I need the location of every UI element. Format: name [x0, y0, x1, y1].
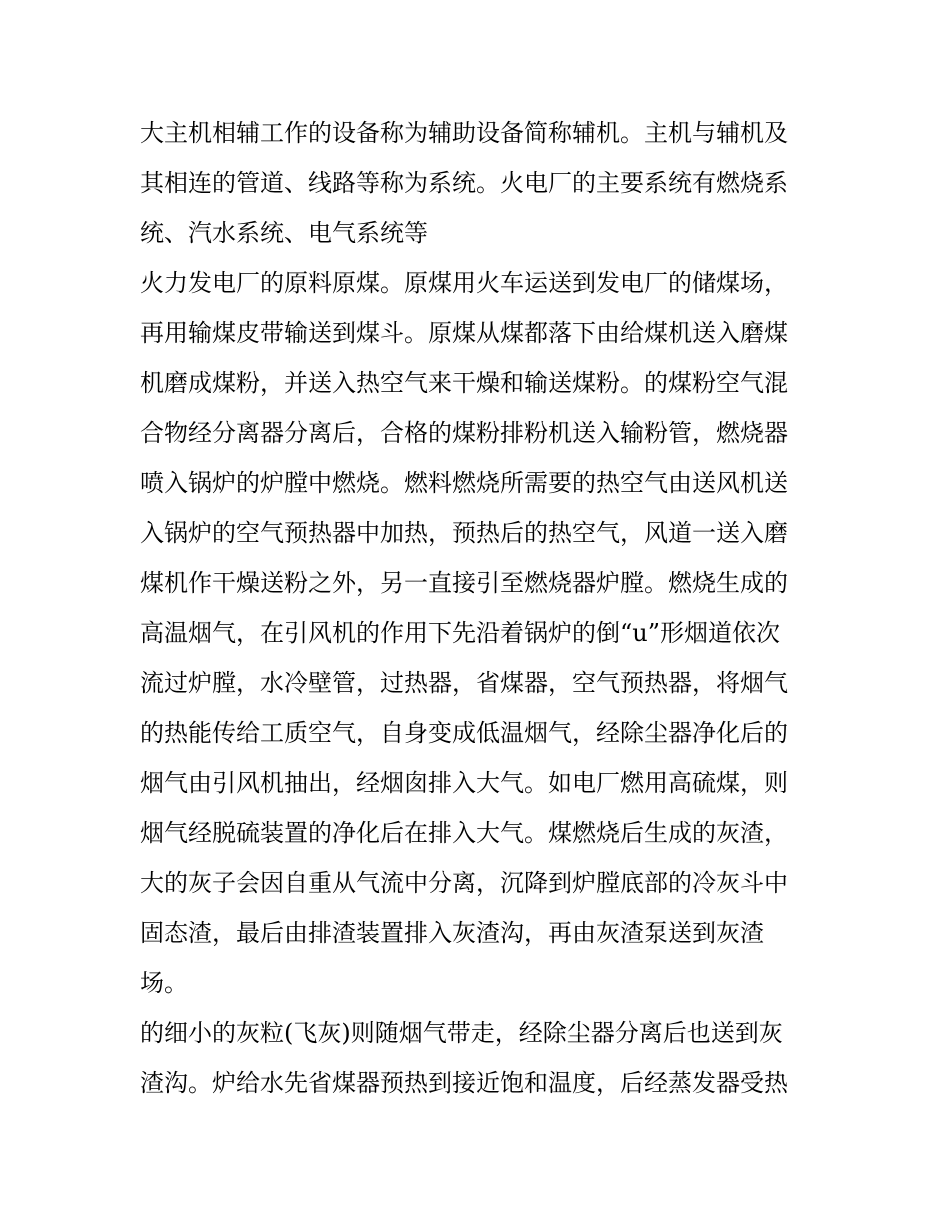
- text-line: 喷入锅炉的炉膛中燃烧。燃料燃烧所需要的热空气由送风机送: [140, 469, 788, 497]
- text-line: 的细小的灰粒(飞灰)则随烟气带走，经除尘器分离后也送到灰: [140, 1019, 783, 1047]
- text-line: 烟气由引风机抽出，经烟囱排入大气。如电厂燃用高硫煤，则: [140, 769, 788, 797]
- text-line: 流过炉膛，水冷壁管，过热器，省煤器，空气预热器，将烟气: [140, 669, 788, 697]
- text-line: 合物经分离器分离后，合格的煤粉排粉机送入输粉管，燃烧器: [140, 419, 788, 447]
- text-line: 再用输煤皮带输送到煤斗。原煤从煤都落下由给煤机送入磨煤: [140, 319, 788, 347]
- text-line: 煤机作干燥送粉之外，另一直接引至燃烧器炉膛。燃烧生成的: [140, 569, 788, 597]
- text-line: 渣沟。炉给水先省煤器预热到接近饱和温度，后经蒸发器受热: [140, 1069, 788, 1097]
- text-line: 烟气经脱硫装置的净化后在排入大气。煤燃烧后生成的灰渣，: [140, 819, 788, 847]
- text-line: 大主机相辅工作的设备称为辅助设备简称辅机。主机与辅机及: [140, 119, 788, 147]
- text-line: 其相连的管道、线路等称为系统。火电厂的主要系统有燃烧系: [140, 169, 788, 197]
- text-line: 场。: [140, 969, 188, 997]
- text-line: 高温烟气，在引风机的作用下先沿着锅炉的倒“u”形烟道依次: [140, 619, 780, 647]
- text-line: 统、汽水系统、电气系统等: [140, 219, 428, 247]
- text-line: 火力发电厂的原料原煤。原煤用火车运送到发电厂的储煤场，: [140, 269, 788, 297]
- text-line: 大的灰子会因自重从气流中分离，沉降到炉膛底部的冷灰斗中: [140, 869, 788, 897]
- body-text: [140, 108, 820, 1108]
- text-line: 入锅炉的空气预热器中加热，预热后的热空气，风道一送入磨: [140, 519, 788, 547]
- text-line: 固态渣，最后由排渣装置排入灰渣沟，再由灰渣泵送到灰渣: [140, 919, 764, 947]
- text-line: 机磨成煤粉，并送入热空气来干燥和输送煤粉。的煤粉空气混: [140, 369, 788, 397]
- text-line: 的热能传给工质空气，自身变成低温烟气，经除尘器净化后的: [140, 719, 788, 747]
